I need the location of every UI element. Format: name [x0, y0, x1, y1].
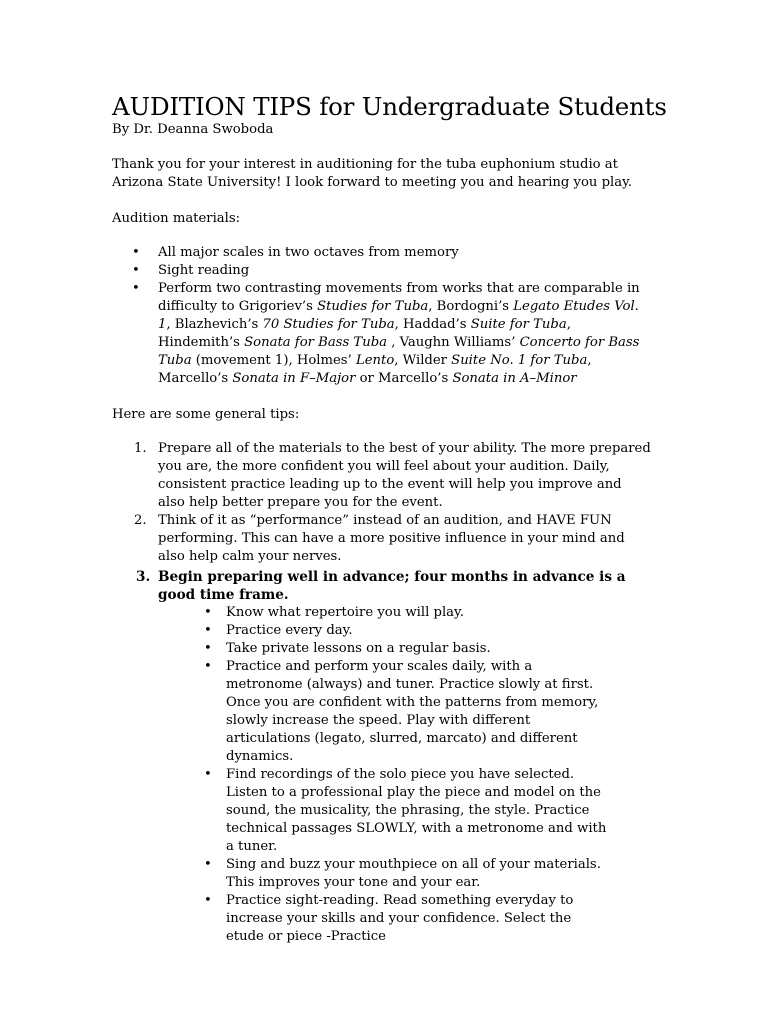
- list-number: 3.: [136, 569, 151, 585]
- author-byline: By Dr. Deanna Swoboda: [112, 122, 274, 137]
- list-item: 1. Prepare all of the materials to the best of your ability. The more prepared you are, the more confident you will feel about your audition. Daily, consistent practice leading up to the event will help you improve and also help better prepare you for the event.: [134, 441, 651, 510]
- list-number: 1.: [134, 441, 147, 456]
- list-item: • Practice and perform your scales daily, with a metronome (always) and tuner. Practice slowly at first. Once you are confident with the patterns from memory, slowly increase the speed. Play with different articulations (legato, slurred, marcato) and different dynamics.: [180, 658, 612, 766]
- sub-list: [180, 604, 612, 946]
- list-item: • Practice sight-reading. Read something everyday to increase your skills and your confidence. Select the etude or piece -Practice: [180, 892, 612, 946]
- list-item: • Practice every day.: [180, 622, 612, 640]
- materials-heading: Audition materials:: [112, 211, 241, 226]
- tips-list: [112, 440, 652, 946]
- tips-heading: Here are some general tips:: [112, 407, 300, 422]
- intro-paragraph: Thank you for your interest in auditioning for the tuba euphonium studio at Arizona State University! I look forward to meeting you and hearing you play.: [112, 157, 633, 190]
- list-item: • Perform two contrasting movements from works that are comparable in difficulty to Grigoriev’s Studies for Tuba, Bordogni’s Legato Etudes Vol. 1, Blazhevich’s 70 Studies for Tuba, Haddad’s Suite for Tuba, Hindemith’s Sonata for Bass Tuba , Vaughn Williams’ Concerto for Bass Tuba (movement 1), Holmes’ Lento, Wilder Suite No. 1 for Tuba, Marcello’s Sonata in F–Major or Marcello’s Sonata in A–Minor: [112, 280, 652, 388]
- list-item: • All major scales in two octaves from memory: [112, 244, 652, 262]
- list-item: • Take private lessons on a regular basis.: [180, 640, 612, 658]
- list-item: • Sing and buzz your mouthpiece on all of your materials. This improves your tone and your ear.: [180, 856, 612, 892]
- materials-list: [112, 244, 652, 388]
- list-number: 2.: [134, 513, 147, 528]
- list-item: 3. Begin preparing well in advance; four months in advance is a good time frame. • Know what repertoire you will play. • Practice every day. • Take private lessons on a regular basis. • Practice and perform your scales daily, with a metronome (always) and tuner. Practice slowly at first. Once you are confident with the patterns from memory, slowly increase the speed. Play with different articulations (legato, slurred, marcato) and different dynamics. • Find recordings of the solo piece you have selected. Listen to a professional play the piece and model on the sound, the musicality, the phrasing, the style. Practice technical passages SLOWLY, with a metronome and with a tuner. • Sing and buzz your mouthpiece on all of your materials. This improves your tone and your ear. • Practice sight-reading. Read something everyday to increase your skills and your confidence. Select the etude or piece -Practice: [112, 568, 652, 946]
- list-item: • Find recordings of the solo piece you have selected. Listen to a professional play the piece and model on the sound, the musicality, the phrasing, the style. Practice technical passages SLOWLY, with a metronome and with a tuner.: [180, 766, 612, 856]
- list-item: • Sight reading: [112, 262, 652, 280]
- list-item: 2. Think of it as “performance” instead of an audition, and HAVE FUN performing. This can have a more positive influence in your mind and also help calm your nerves.: [134, 513, 625, 564]
- list-item: • Know what repertoire you will play.: [180, 604, 612, 622]
- document-title: AUDITION TIPS for Undergraduate Students: [112, 92, 667, 121]
